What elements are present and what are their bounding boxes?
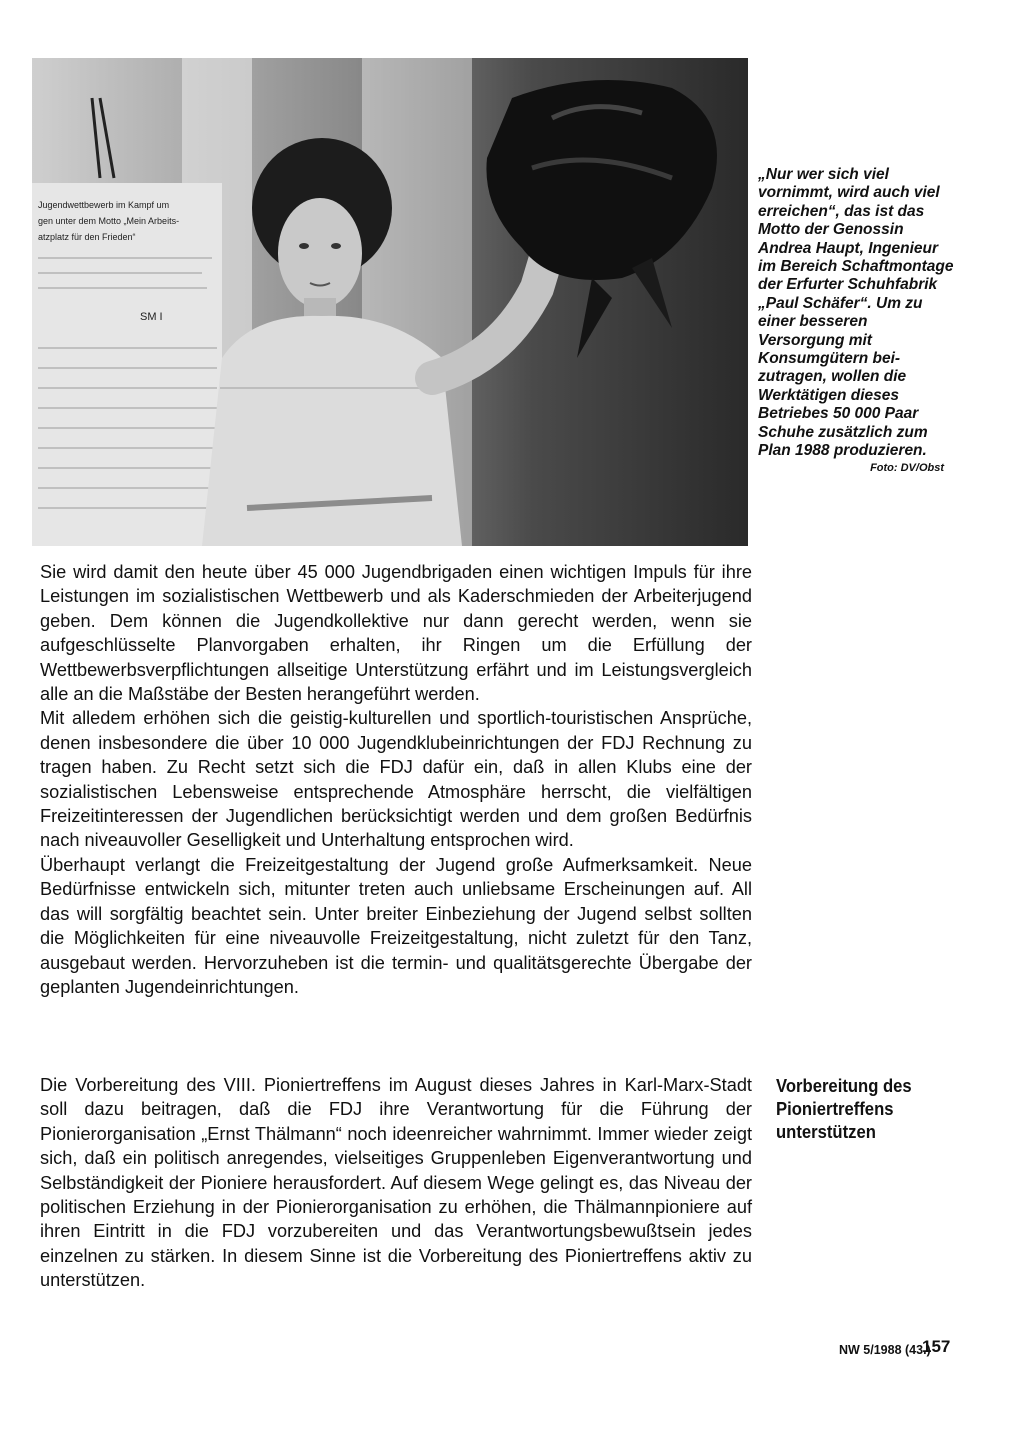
poster-line-1: Jugendwettbewerb im Kampf um [38, 200, 170, 210]
photo-credit: Foto: DV/Obst [870, 461, 944, 474]
caption-text: „Nur wer sich viel vornimmt, wird auch viel erreichen“, das ist das Motto der Genossin Andrea Haupt, Ingenieur im Bereich Schaftmontage der Erfurter Schuhfabrik „Paul Schäfer“. Um zu einer besseren Versorgung mit Konsumgütern beizutragen, wollen die Werktätigen dieses Betriebes 50 000 Paar Schuhe zusätzlich zum Plan 1988 produzieren. [758, 166, 954, 460]
paragraph-1: Sie wird damit den heute über 45 000 Jugendbrigaden einen wichtigen Impuls für ihre Leistungen im sozialistischen Wettbewerb und als Kaderschmieden der Arbeiterjugend geben. Dem können die Jugendkollektive nur dann gerecht werden, wenn sie aufgeschlüsselte Planvorgaben erhalten, ihr Ringen um die Erfüllung der Wettbewerbsverpflichtungen allseitige Unterstützung erfährt und im Leistungsvergleich alle an die Maßstäbe der Besten herangeführt werden. [40, 562, 752, 705]
page-number: 157 [922, 1337, 951, 1356]
paragraph-4: Die Vorbereitung des VIII. Pioniertreffens im August dieses Jahres in Karl-Marx-Stadt soll dazu beitragen, daß die FDJ ihre Verantwortung für die Führung der Pionierorganisation „Ernst Thälmann“ noch ideenreicher wahrnimmt. Immer wieder zeigt sich, daß ein politisch anregendes, vielseitiges Gruppenleben Eigenverantwortung und Selbständigkeit der Pioniere herausfordert. Auf diesem Wege gelingt es, das Niveau der politischen Erziehung in der Pionierorganisation zu erhöhen, die Thälmannpioniere auf ihren Eintritt in die FDJ vorzubereiten und das Verantwortungsbewußtsein jedes einzelnen zu stärken. In diesem Sinne ist die Vorbereitung des Pioniertreffens aktiv zu unterstützen. [40, 1075, 752, 1291]
article-section-pioneers [40, 1073, 752, 1293]
issue-reference: NW 5/1988 (43.) [839, 1343, 931, 1357]
poster-line-4: SM I [140, 311, 163, 323]
poster-line-2: gen unter dem Motto „Mein Arbeits- [38, 216, 180, 226]
paragraph-3: Überhaupt verlangt die Freizeitgestaltung der Jugend große Aufmerksamkeit. Neue Bedürfnisse entwickeln sich, mitunter treten auch unliebsame Erscheinungen auf. All das will sorgfältig beachtet sein. Unter breiter Einbeziehung der Jugend selbst sollten die Möglichkeiten für eine niveauvolle Freizeitgestaltung, nicht zuletzt für den Tanz, ausgebaut werden. Hervorzuheben ist die termin- und qualitätsgerechte Übergabe der geplanten Jugendeinrichtungen. [40, 854, 752, 997]
poster-line-3: atzplatz für den Frieden“ [38, 232, 136, 242]
photo-caption [758, 166, 958, 475]
article-photo [32, 58, 748, 546]
photo-illustration [32, 58, 748, 546]
side-heading: Vorbereitung des Pioniertreffens unterstützen [776, 1075, 912, 1142]
article-body [40, 560, 752, 999]
paragraph-2: Mit alledem erhöhen sich die geistig-kulturellen und sportlich-touristischen Ansprüche, denen insbesondere die über 10 000 Jugendklubeinrichtungen der FDJ Rechnung zu tragen haben. Zu Recht setzt sich die FDJ dafür ein, daß in allen Klubs eine der sozialistischen Lebensweise entsprechende Atmosphäre herrscht, die vielfältigen Freizeitinteressen der Jugendlichen berücksichtigt werden und dem großen Bedürfnis nach niveauvoller Geselligkeit und Unterhaltung entsprochen wird. [40, 708, 752, 851]
